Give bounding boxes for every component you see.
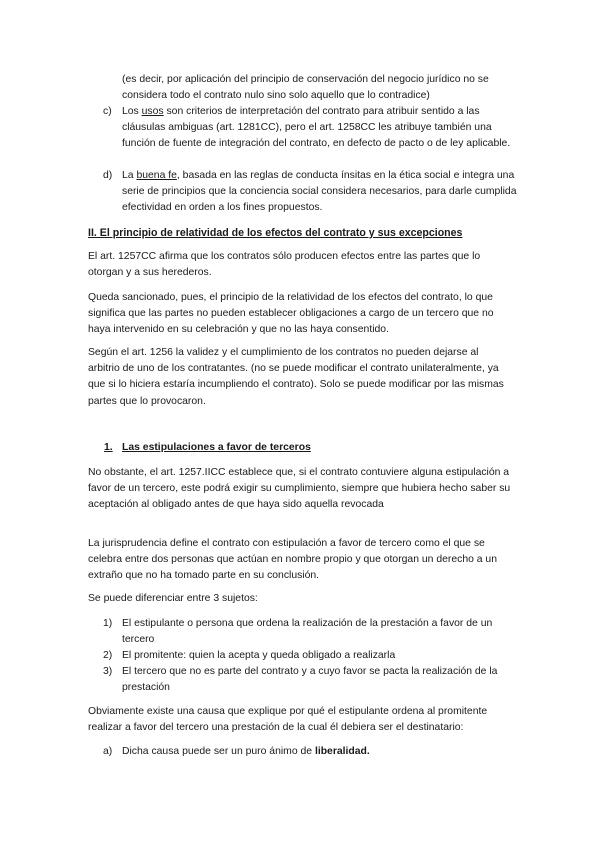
underlined-term-buena-fe: buena fe [136, 170, 177, 181]
list-marker: d) [103, 170, 113, 181]
list-item-text: Dicha causa puede ser un puro ánimo de liberalidad. [122, 746, 370, 757]
subject-item-3 [103, 664, 517, 696]
list-item-text: La buena fe, basada en las reglas de conducta ínsitas en la ética social e integra una serie de principios que la conciencia social considera necesarios, para darle cumplida efectividad en orden a los fines propuestos. [122, 170, 517, 214]
list-item-text: El estipulante o persona que ordena la realización de la prestación a favor de un tercero [122, 618, 493, 646]
paragraph: Obviamente existe una causa que explique por qué el estipulante ordena al promitente realizar a favor del tercero una prestación de la cual él debiera ser el destinatario: [88, 706, 488, 734]
list-marker: 3) [103, 666, 113, 677]
paragraph: Según el art. 1256 la validez y el cumplimiento de los contratos no pueden dejarse al arbitrio de uno de los contratantes. (no se puede modificar el contrato unilateralmente, ya que si lo hiciera estaría incumpliendo el contrato). Solo se puede modificar por las mismas partes que lo provocaron. [88, 347, 504, 407]
cause-item-a [103, 744, 517, 760]
list-item-d [103, 168, 517, 217]
underlined-term-usos: usos [141, 106, 164, 117]
continuation-text: (es decir, por aplicación del principio de conservación del negocio jurídico no se considera todo el contrato nulo sino solo aquello que lo contradice) [122, 74, 489, 102]
list-marker: c) [103, 106, 112, 117]
list-item-text: El promitente: quien la acepta y queda obligado a realizarla [122, 650, 396, 661]
paragraph: No obstante, el art. 1257.IICC establece que, si el contrato contuviere alguna estipulación a favor de un tercero, este podrá exigir su cumplimiento, siempre que hubiera hecho saber su aceptación al obligado antes de que haya sido aquella revocada [88, 467, 511, 511]
paragraph: Se puede diferenciar entre 3 sujetos: [88, 593, 258, 604]
paragraph: Queda sancionado, pues, el principio de la relatividad de los efectos del contrato, lo que significa que las partes no pueden establecer obligaciones a cargo de un tercero que no haya intervenido en su celebración y que no las haya consentido. [88, 292, 494, 336]
subject-item-2 [103, 648, 517, 664]
paragraph: La jurisprudencia define el contrato con estipulación a favor de tercero como el que se celebra entre dos personas que actúan en nombre propio y que otorgan un derecho a un extraño que no ha tomado parte en su conclusión. [88, 538, 497, 582]
section-heading: II. El principio de relatividad de los efectos del contrato y sus excepciones [88, 227, 463, 239]
list-item-text: El tercero que no es parte del contrato y a cuyo favor se pacta la realización de la prestación [122, 666, 498, 694]
list-item-text: Los usos son criterios de interpretación del contrato para atribuir sentido a las cláusulas ambiguas (art. 1281CC), pero el art. 1258CC les atribuye también una función de fuente de integración del contrato, en defecto de pacto o de ley aplicable. [122, 106, 511, 150]
subject-item-1 [103, 616, 517, 648]
bold-term: liberalidad. [314, 746, 370, 757]
subheading: 1. Las estipulaciones a favor de terceros [104, 442, 311, 453]
list-item-c [103, 104, 517, 153]
paragraph: El art. 1257CC afirma que los contratos sólo producen efectos entre las partes que lo otorgan y a sus herederos. [88, 251, 481, 279]
list-marker: 1) [103, 618, 113, 629]
list-marker: a) [103, 746, 113, 757]
list-marker: 2) [103, 650, 113, 661]
